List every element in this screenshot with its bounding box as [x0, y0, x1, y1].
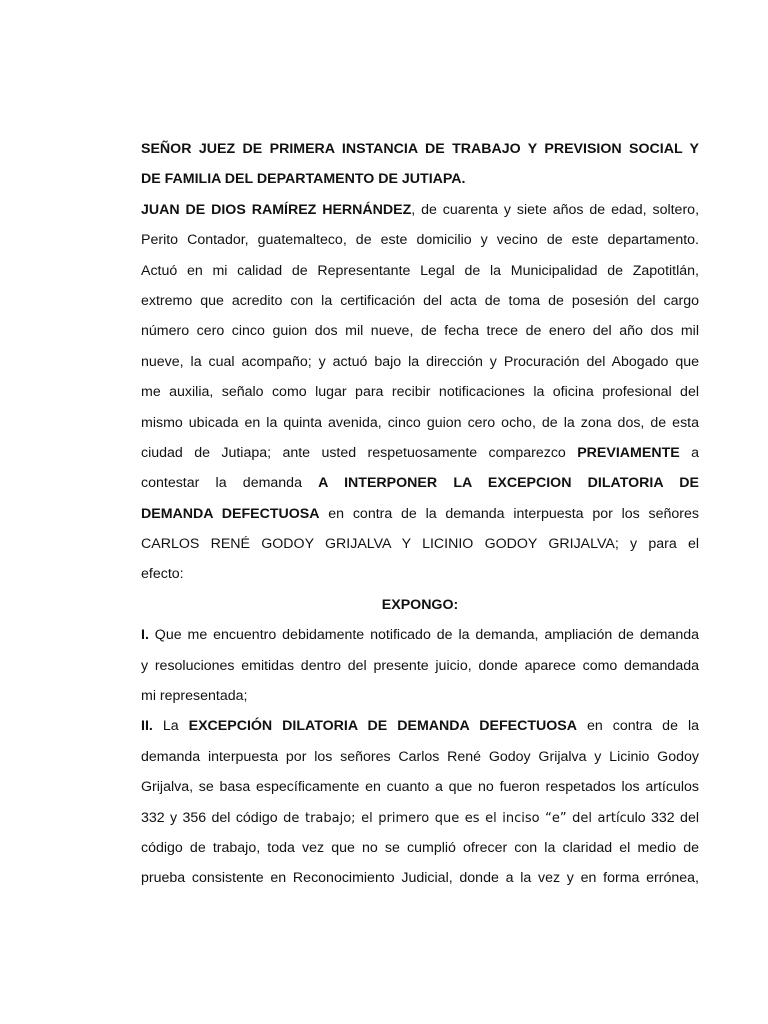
point-text: La — [152, 718, 189, 735]
intro-line-6: nueve, la cual acompaño; y actuó bajo la dirección y Procuración del Abogado que — [141, 353, 699, 370]
heading-line-2: DE FAMILIA DEL DEPARTAMENTO DE JUTIAPA. — [141, 171, 466, 188]
intro-line-11 — [141, 499, 699, 529]
intro-text: contestar la demanda — [141, 475, 319, 492]
point-2-line-5: código de trabajo, toda vez que no se cumplió ofrecer con la claridad el medio de — [141, 839, 699, 856]
intro-line-13: efecto: — [141, 566, 184, 583]
intro-text: a — [679, 444, 699, 461]
intro-line-3: Actuó en mi calidad de Representante Legal de la Municipalidad de Zapotitlán, — [141, 262, 699, 279]
emphasis-text: EXCEPCIÓN DILATORIA DE DEMANDA DEFECTUOSA — [188, 718, 577, 735]
point-text: Que me encuentro debidamente notificado de la demanda, ampliación de demanda — [148, 627, 699, 644]
point-2-line-4 — [141, 803, 699, 833]
point-number: I. — [141, 627, 149, 644]
intro-line-8: mismo ubicada en la quinta avenida, cinco guion cero ocho, de la zona dos, de esta — [141, 414, 699, 431]
point-2-line-6: prueba consistente en Reconocimiento Judicial, donde a la vez y en forma errónea, — [141, 870, 699, 887]
point-1-line-2: y resoluciones emitidas dentro del presente juicio, donde aparece como demandada — [141, 657, 699, 674]
point-text: ulo 332 del — [626, 809, 699, 826]
point-1-line-3: mi representada; — [141, 688, 248, 705]
intro-line-4: extremo que acredito con la certificación del acta de toma de posesión del cargo — [141, 292, 699, 309]
point-text: en contra de la — [576, 718, 699, 735]
point-number: II. — [141, 718, 153, 735]
intro-text: , de cuarenta y siete años de edad, soltero, — [411, 201, 700, 218]
intro-line-12: CARLOS RENÉ GODOY GRIJALVA Y LICINIO GODOY GRIJALVA; y para el — [141, 536, 699, 553]
point-2-line-1 — [141, 711, 699, 741]
document-page — [141, 134, 699, 894]
intro-line-5: número cero cinco guion dos mil nueve, de fecha trece de enero del año dos mil — [141, 323, 699, 340]
section-title: EXPONGO: — [381, 596, 459, 613]
point-1-line-1 — [141, 620, 699, 650]
intro-line-7: me auxilia, señalo como lugar para recibir notificaciones la oficina profesional del — [141, 384, 699, 401]
heading-line-1: SEÑOR JUEZ DE PRIMERA INSTANCIA DE TRABAJO Y PREVISION SOCIAL Y — [141, 141, 699, 157]
emphasis-text: PREVIAMENTE — [577, 444, 680, 461]
emphasis-text: DEMANDA DEFECTUOSA — [141, 505, 320, 522]
intro-line-9 — [141, 438, 699, 468]
intro-line-1 — [141, 195, 699, 225]
intro-text: en contra de la demanda interpuesta por los señores — [319, 505, 699, 522]
intro-line-10 — [141, 468, 699, 498]
emphasis-text: A INTERPONER LA EXCEPCION DILATORIA DE — [318, 475, 699, 492]
intro-line-2: Perito Contador, guatemalteco, de este domicilio y vecino de este departamento. — [141, 232, 699, 249]
point-2-line-2: demanda interpuesta por los señores Carlos René Godoy Grijalva y Licinio Godoy — [141, 748, 699, 765]
party-name: JUAN DE DIOS RAMÍREZ HERNÁNDEZ — [141, 201, 412, 218]
point-text-alt-font: de trabajo; el primero que es el inciso “e” del artíc — [277, 810, 627, 826]
intro-text: ciudad de Jutiapa; ante usted respetuosamente comparezco — [141, 444, 578, 461]
point-2-line-3: Grijalva, se basa específicamente en cuanto a que no fueron respetados los artículos — [141, 779, 699, 796]
point-text: 332 y 356 del código — [141, 809, 278, 826]
